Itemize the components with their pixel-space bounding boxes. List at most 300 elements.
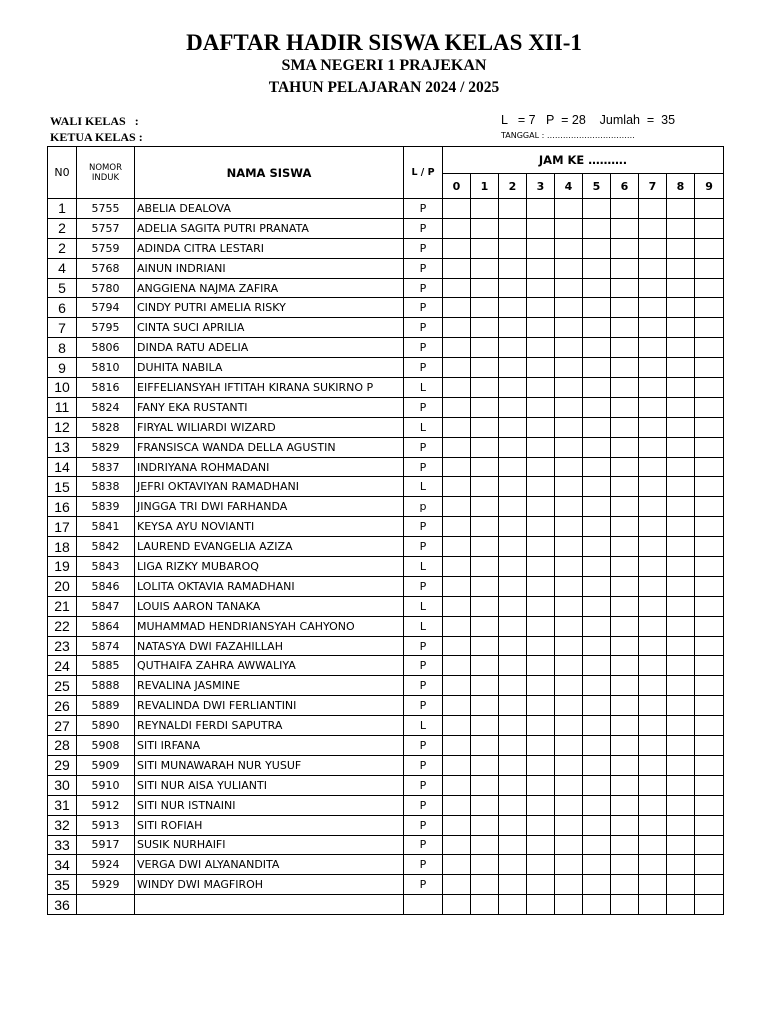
attendance-cell-hour-0[interactable] xyxy=(443,656,471,676)
attendance-cell-hour-5[interactable] xyxy=(583,755,611,775)
attendance-cell-hour-1[interactable] xyxy=(471,378,499,398)
attendance-cell-hour-8[interactable] xyxy=(667,477,695,497)
attendance-cell-hour-7[interactable] xyxy=(639,775,667,795)
attendance-cell-hour-9[interactable] xyxy=(695,477,724,497)
attendance-cell-hour-0[interactable] xyxy=(443,258,471,278)
attendance-cell-hour-7[interactable] xyxy=(639,676,667,696)
attendance-cell-hour-3[interactable] xyxy=(527,716,555,736)
attendance-cell-hour-4[interactable] xyxy=(555,596,583,616)
attendance-cell-hour-8[interactable] xyxy=(667,397,695,417)
attendance-cell-hour-6[interactable] xyxy=(611,795,639,815)
attendance-cell-hour-3[interactable] xyxy=(527,895,555,915)
attendance-cell-hour-2[interactable] xyxy=(499,815,527,835)
attendance-cell-hour-1[interactable] xyxy=(471,775,499,795)
attendance-cell-hour-2[interactable] xyxy=(499,318,527,338)
attendance-cell-hour-3[interactable] xyxy=(527,656,555,676)
attendance-cell-hour-2[interactable] xyxy=(499,696,527,716)
attendance-cell-hour-0[interactable] xyxy=(443,338,471,358)
attendance-cell-hour-8[interactable] xyxy=(667,218,695,238)
attendance-cell-hour-1[interactable] xyxy=(471,616,499,636)
attendance-cell-hour-0[interactable] xyxy=(443,795,471,815)
attendance-cell-hour-2[interactable] xyxy=(499,656,527,676)
attendance-cell-hour-9[interactable] xyxy=(695,875,724,895)
attendance-cell-hour-2[interactable] xyxy=(499,835,527,855)
attendance-cell-hour-5[interactable] xyxy=(583,238,611,258)
attendance-cell-hour-3[interactable] xyxy=(527,278,555,298)
attendance-cell-hour-1[interactable] xyxy=(471,199,499,219)
attendance-cell-hour-9[interactable] xyxy=(695,596,724,616)
attendance-cell-hour-4[interactable] xyxy=(555,457,583,477)
attendance-cell-hour-6[interactable] xyxy=(611,218,639,238)
attendance-cell-hour-9[interactable] xyxy=(695,557,724,577)
attendance-cell-hour-5[interactable] xyxy=(583,497,611,517)
attendance-cell-hour-2[interactable] xyxy=(499,517,527,537)
attendance-cell-hour-3[interactable] xyxy=(527,378,555,398)
attendance-cell-hour-4[interactable] xyxy=(555,855,583,875)
attendance-cell-hour-9[interactable] xyxy=(695,457,724,477)
attendance-cell-hour-1[interactable] xyxy=(471,338,499,358)
attendance-cell-hour-6[interactable] xyxy=(611,417,639,437)
attendance-cell-hour-6[interactable] xyxy=(611,815,639,835)
attendance-cell-hour-1[interactable] xyxy=(471,358,499,378)
attendance-cell-hour-3[interactable] xyxy=(527,238,555,258)
attendance-cell-hour-4[interactable] xyxy=(555,716,583,736)
attendance-cell-hour-4[interactable] xyxy=(555,397,583,417)
attendance-cell-hour-2[interactable] xyxy=(499,775,527,795)
attendance-cell-hour-7[interactable] xyxy=(639,875,667,895)
attendance-cell-hour-8[interactable] xyxy=(667,338,695,358)
attendance-cell-hour-1[interactable] xyxy=(471,557,499,577)
attendance-cell-hour-9[interactable] xyxy=(695,656,724,676)
attendance-cell-hour-4[interactable] xyxy=(555,795,583,815)
attendance-cell-hour-8[interactable] xyxy=(667,875,695,895)
attendance-cell-hour-9[interactable] xyxy=(695,616,724,636)
attendance-cell-hour-8[interactable] xyxy=(667,318,695,338)
attendance-cell-hour-4[interactable] xyxy=(555,815,583,835)
attendance-cell-hour-0[interactable] xyxy=(443,199,471,219)
attendance-cell-hour-6[interactable] xyxy=(611,378,639,398)
attendance-cell-hour-2[interactable] xyxy=(499,477,527,497)
attendance-cell-hour-8[interactable] xyxy=(667,716,695,736)
attendance-cell-hour-6[interactable] xyxy=(611,397,639,417)
attendance-cell-hour-4[interactable] xyxy=(555,437,583,457)
attendance-cell-hour-1[interactable] xyxy=(471,417,499,437)
attendance-cell-hour-8[interactable] xyxy=(667,358,695,378)
attendance-cell-hour-2[interactable] xyxy=(499,258,527,278)
attendance-cell-hour-1[interactable] xyxy=(471,676,499,696)
attendance-cell-hour-3[interactable] xyxy=(527,218,555,238)
attendance-cell-hour-5[interactable] xyxy=(583,676,611,696)
attendance-cell-hour-9[interactable] xyxy=(695,338,724,358)
attendance-cell-hour-5[interactable] xyxy=(583,218,611,238)
attendance-cell-hour-6[interactable] xyxy=(611,437,639,457)
attendance-cell-hour-6[interactable] xyxy=(611,497,639,517)
attendance-cell-hour-5[interactable] xyxy=(583,795,611,815)
attendance-cell-hour-3[interactable] xyxy=(527,755,555,775)
attendance-cell-hour-2[interactable] xyxy=(499,457,527,477)
attendance-cell-hour-3[interactable] xyxy=(527,437,555,457)
attendance-cell-hour-2[interactable] xyxy=(499,397,527,417)
attendance-cell-hour-5[interactable] xyxy=(583,616,611,636)
attendance-cell-hour-1[interactable] xyxy=(471,258,499,278)
attendance-cell-hour-5[interactable] xyxy=(583,716,611,736)
attendance-cell-hour-5[interactable] xyxy=(583,437,611,457)
attendance-cell-hour-0[interactable] xyxy=(443,775,471,795)
attendance-cell-hour-1[interactable] xyxy=(471,636,499,656)
attendance-cell-hour-9[interactable] xyxy=(695,736,724,756)
attendance-cell-hour-9[interactable] xyxy=(695,636,724,656)
attendance-cell-hour-8[interactable] xyxy=(667,656,695,676)
attendance-cell-hour-7[interactable] xyxy=(639,895,667,915)
attendance-cell-hour-6[interactable] xyxy=(611,557,639,577)
attendance-cell-hour-0[interactable] xyxy=(443,537,471,557)
attendance-cell-hour-8[interactable] xyxy=(667,298,695,318)
attendance-cell-hour-4[interactable] xyxy=(555,676,583,696)
attendance-cell-hour-4[interactable] xyxy=(555,755,583,775)
attendance-cell-hour-7[interactable] xyxy=(639,477,667,497)
attendance-cell-hour-5[interactable] xyxy=(583,596,611,616)
attendance-cell-hour-4[interactable] xyxy=(555,557,583,577)
attendance-cell-hour-1[interactable] xyxy=(471,736,499,756)
attendance-cell-hour-1[interactable] xyxy=(471,815,499,835)
attendance-cell-hour-7[interactable] xyxy=(639,795,667,815)
attendance-cell-hour-4[interactable] xyxy=(555,238,583,258)
attendance-cell-hour-6[interactable] xyxy=(611,537,639,557)
attendance-cell-hour-4[interactable] xyxy=(555,736,583,756)
attendance-cell-hour-4[interactable] xyxy=(555,218,583,238)
attendance-cell-hour-8[interactable] xyxy=(667,378,695,398)
attendance-cell-hour-8[interactable] xyxy=(667,775,695,795)
attendance-cell-hour-1[interactable] xyxy=(471,298,499,318)
attendance-cell-hour-4[interactable] xyxy=(555,636,583,656)
attendance-cell-hour-8[interactable] xyxy=(667,815,695,835)
attendance-cell-hour-8[interactable] xyxy=(667,696,695,716)
attendance-cell-hour-4[interactable] xyxy=(555,537,583,557)
attendance-cell-hour-7[interactable] xyxy=(639,636,667,656)
attendance-cell-hour-1[interactable] xyxy=(471,716,499,736)
attendance-cell-hour-8[interactable] xyxy=(667,258,695,278)
attendance-cell-hour-2[interactable] xyxy=(499,537,527,557)
attendance-cell-hour-6[interactable] xyxy=(611,855,639,875)
attendance-cell-hour-6[interactable] xyxy=(611,775,639,795)
attendance-cell-hour-2[interactable] xyxy=(499,736,527,756)
attendance-cell-hour-0[interactable] xyxy=(443,557,471,577)
attendance-cell-hour-9[interactable] xyxy=(695,795,724,815)
attendance-cell-hour-1[interactable] xyxy=(471,656,499,676)
attendance-cell-hour-9[interactable] xyxy=(695,895,724,915)
attendance-cell-hour-2[interactable] xyxy=(499,199,527,219)
attendance-cell-hour-5[interactable] xyxy=(583,736,611,756)
attendance-cell-hour-5[interactable] xyxy=(583,815,611,835)
attendance-cell-hour-4[interactable] xyxy=(555,517,583,537)
attendance-cell-hour-1[interactable] xyxy=(471,278,499,298)
attendance-cell-hour-7[interactable] xyxy=(639,417,667,437)
attendance-cell-hour-8[interactable] xyxy=(667,795,695,815)
attendance-cell-hour-8[interactable] xyxy=(667,576,695,596)
attendance-cell-hour-9[interactable] xyxy=(695,537,724,557)
attendance-cell-hour-1[interactable] xyxy=(471,755,499,775)
attendance-cell-hour-7[interactable] xyxy=(639,238,667,258)
attendance-cell-hour-3[interactable] xyxy=(527,517,555,537)
attendance-cell-hour-5[interactable] xyxy=(583,397,611,417)
attendance-cell-hour-3[interactable] xyxy=(527,358,555,378)
attendance-cell-hour-8[interactable] xyxy=(667,199,695,219)
attendance-cell-hour-6[interactable] xyxy=(611,835,639,855)
attendance-cell-hour-6[interactable] xyxy=(611,298,639,318)
attendance-cell-hour-7[interactable] xyxy=(639,656,667,676)
attendance-cell-hour-6[interactable] xyxy=(611,875,639,895)
attendance-cell-hour-5[interactable] xyxy=(583,875,611,895)
attendance-cell-hour-1[interactable] xyxy=(471,855,499,875)
attendance-cell-hour-7[interactable] xyxy=(639,397,667,417)
attendance-cell-hour-3[interactable] xyxy=(527,835,555,855)
attendance-cell-hour-8[interactable] xyxy=(667,457,695,477)
attendance-cell-hour-3[interactable] xyxy=(527,477,555,497)
attendance-cell-hour-0[interactable] xyxy=(443,298,471,318)
attendance-cell-hour-9[interactable] xyxy=(695,855,724,875)
attendance-cell-hour-9[interactable] xyxy=(695,397,724,417)
attendance-cell-hour-6[interactable] xyxy=(611,736,639,756)
attendance-cell-hour-8[interactable] xyxy=(667,238,695,258)
attendance-cell-hour-5[interactable] xyxy=(583,557,611,577)
attendance-cell-hour-0[interactable] xyxy=(443,815,471,835)
attendance-cell-hour-3[interactable] xyxy=(527,795,555,815)
attendance-cell-hour-4[interactable] xyxy=(555,358,583,378)
attendance-cell-hour-5[interactable] xyxy=(583,199,611,219)
attendance-cell-hour-8[interactable] xyxy=(667,835,695,855)
attendance-cell-hour-0[interactable] xyxy=(443,596,471,616)
attendance-cell-hour-9[interactable] xyxy=(695,298,724,318)
attendance-cell-hour-9[interactable] xyxy=(695,417,724,437)
attendance-cell-hour-3[interactable] xyxy=(527,397,555,417)
attendance-cell-hour-6[interactable] xyxy=(611,576,639,596)
attendance-cell-hour-5[interactable] xyxy=(583,835,611,855)
attendance-cell-hour-0[interactable] xyxy=(443,517,471,537)
attendance-cell-hour-7[interactable] xyxy=(639,835,667,855)
attendance-cell-hour-5[interactable] xyxy=(583,895,611,915)
attendance-cell-hour-5[interactable] xyxy=(583,775,611,795)
attendance-cell-hour-8[interactable] xyxy=(667,278,695,298)
attendance-cell-hour-7[interactable] xyxy=(639,338,667,358)
attendance-cell-hour-2[interactable] xyxy=(499,895,527,915)
attendance-cell-hour-1[interactable] xyxy=(471,457,499,477)
attendance-cell-hour-9[interactable] xyxy=(695,676,724,696)
attendance-cell-hour-4[interactable] xyxy=(555,378,583,398)
attendance-cell-hour-2[interactable] xyxy=(499,557,527,577)
attendance-cell-hour-0[interactable] xyxy=(443,397,471,417)
attendance-cell-hour-3[interactable] xyxy=(527,875,555,895)
attendance-cell-hour-0[interactable] xyxy=(443,755,471,775)
attendance-cell-hour-4[interactable] xyxy=(555,895,583,915)
attendance-cell-hour-9[interactable] xyxy=(695,358,724,378)
attendance-cell-hour-4[interactable] xyxy=(555,338,583,358)
attendance-cell-hour-7[interactable] xyxy=(639,457,667,477)
attendance-cell-hour-9[interactable] xyxy=(695,378,724,398)
attendance-cell-hour-9[interactable] xyxy=(695,238,724,258)
attendance-cell-hour-9[interactable] xyxy=(695,815,724,835)
attendance-cell-hour-3[interactable] xyxy=(527,338,555,358)
attendance-cell-hour-2[interactable] xyxy=(499,218,527,238)
attendance-cell-hour-3[interactable] xyxy=(527,318,555,338)
attendance-cell-hour-1[interactable] xyxy=(471,397,499,417)
attendance-cell-hour-7[interactable] xyxy=(639,616,667,636)
attendance-cell-hour-8[interactable] xyxy=(667,676,695,696)
attendance-cell-hour-4[interactable] xyxy=(555,318,583,338)
attendance-cell-hour-3[interactable] xyxy=(527,497,555,517)
attendance-cell-hour-2[interactable] xyxy=(499,298,527,318)
attendance-cell-hour-0[interactable] xyxy=(443,895,471,915)
attendance-cell-hour-8[interactable] xyxy=(667,497,695,517)
attendance-cell-hour-7[interactable] xyxy=(639,716,667,736)
attendance-cell-hour-7[interactable] xyxy=(639,576,667,596)
attendance-cell-hour-0[interactable] xyxy=(443,835,471,855)
attendance-cell-hour-0[interactable] xyxy=(443,676,471,696)
attendance-cell-hour-1[interactable] xyxy=(471,517,499,537)
attendance-cell-hour-6[interactable] xyxy=(611,517,639,537)
attendance-cell-hour-2[interactable] xyxy=(499,795,527,815)
attendance-cell-hour-0[interactable] xyxy=(443,378,471,398)
attendance-cell-hour-1[interactable] xyxy=(471,696,499,716)
attendance-cell-hour-0[interactable] xyxy=(443,716,471,736)
attendance-cell-hour-2[interactable] xyxy=(499,875,527,895)
attendance-cell-hour-7[interactable] xyxy=(639,596,667,616)
attendance-cell-hour-3[interactable] xyxy=(527,298,555,318)
attendance-cell-hour-5[interactable] xyxy=(583,636,611,656)
attendance-cell-hour-5[interactable] xyxy=(583,298,611,318)
attendance-cell-hour-4[interactable] xyxy=(555,278,583,298)
attendance-cell-hour-4[interactable] xyxy=(555,875,583,895)
attendance-cell-hour-1[interactable] xyxy=(471,437,499,457)
attendance-cell-hour-3[interactable] xyxy=(527,616,555,636)
attendance-cell-hour-6[interactable] xyxy=(611,616,639,636)
attendance-cell-hour-7[interactable] xyxy=(639,855,667,875)
attendance-cell-hour-0[interactable] xyxy=(443,457,471,477)
attendance-cell-hour-6[interactable] xyxy=(611,696,639,716)
attendance-cell-hour-6[interactable] xyxy=(611,755,639,775)
attendance-cell-hour-2[interactable] xyxy=(499,417,527,437)
attendance-cell-hour-1[interactable] xyxy=(471,795,499,815)
attendance-cell-hour-9[interactable] xyxy=(695,199,724,219)
attendance-cell-hour-2[interactable] xyxy=(499,338,527,358)
attendance-cell-hour-8[interactable] xyxy=(667,895,695,915)
attendance-cell-hour-3[interactable] xyxy=(527,815,555,835)
attendance-cell-hour-5[interactable] xyxy=(583,855,611,875)
attendance-cell-hour-0[interactable] xyxy=(443,616,471,636)
attendance-cell-hour-3[interactable] xyxy=(527,736,555,756)
attendance-cell-hour-3[interactable] xyxy=(527,576,555,596)
attendance-cell-hour-0[interactable] xyxy=(443,576,471,596)
attendance-cell-hour-7[interactable] xyxy=(639,218,667,238)
attendance-cell-hour-2[interactable] xyxy=(499,576,527,596)
attendance-cell-hour-8[interactable] xyxy=(667,417,695,437)
attendance-cell-hour-1[interactable] xyxy=(471,596,499,616)
attendance-cell-hour-6[interactable] xyxy=(611,477,639,497)
attendance-cell-hour-7[interactable] xyxy=(639,358,667,378)
attendance-cell-hour-2[interactable] xyxy=(499,358,527,378)
attendance-cell-hour-9[interactable] xyxy=(695,437,724,457)
attendance-cell-hour-7[interactable] xyxy=(639,557,667,577)
attendance-cell-hour-2[interactable] xyxy=(499,437,527,457)
attendance-cell-hour-5[interactable] xyxy=(583,537,611,557)
attendance-cell-hour-8[interactable] xyxy=(667,736,695,756)
attendance-cell-hour-2[interactable] xyxy=(499,636,527,656)
attendance-cell-hour-0[interactable] xyxy=(443,417,471,437)
attendance-cell-hour-5[interactable] xyxy=(583,656,611,676)
attendance-cell-hour-9[interactable] xyxy=(695,696,724,716)
attendance-cell-hour-5[interactable] xyxy=(583,517,611,537)
attendance-cell-hour-0[interactable] xyxy=(443,218,471,238)
attendance-cell-hour-4[interactable] xyxy=(555,616,583,636)
attendance-cell-hour-9[interactable] xyxy=(695,497,724,517)
attendance-cell-hour-8[interactable] xyxy=(667,616,695,636)
attendance-cell-hour-5[interactable] xyxy=(583,457,611,477)
attendance-cell-hour-9[interactable] xyxy=(695,775,724,795)
attendance-cell-hour-1[interactable] xyxy=(471,537,499,557)
attendance-cell-hour-7[interactable] xyxy=(639,815,667,835)
attendance-cell-hour-9[interactable] xyxy=(695,835,724,855)
attendance-cell-hour-7[interactable] xyxy=(639,696,667,716)
attendance-cell-hour-7[interactable] xyxy=(639,537,667,557)
attendance-cell-hour-8[interactable] xyxy=(667,517,695,537)
attendance-cell-hour-7[interactable] xyxy=(639,318,667,338)
attendance-cell-hour-7[interactable] xyxy=(639,736,667,756)
attendance-cell-hour-5[interactable] xyxy=(583,477,611,497)
attendance-cell-hour-8[interactable] xyxy=(667,636,695,656)
attendance-cell-hour-9[interactable] xyxy=(695,576,724,596)
attendance-cell-hour-2[interactable] xyxy=(499,716,527,736)
attendance-cell-hour-5[interactable] xyxy=(583,338,611,358)
attendance-cell-hour-7[interactable] xyxy=(639,437,667,457)
attendance-cell-hour-1[interactable] xyxy=(471,576,499,596)
attendance-cell-hour-7[interactable] xyxy=(639,298,667,318)
attendance-cell-hour-2[interactable] xyxy=(499,596,527,616)
attendance-cell-hour-3[interactable] xyxy=(527,596,555,616)
attendance-cell-hour-0[interactable] xyxy=(443,477,471,497)
attendance-cell-hour-9[interactable] xyxy=(695,755,724,775)
attendance-cell-hour-0[interactable] xyxy=(443,238,471,258)
attendance-cell-hour-3[interactable] xyxy=(527,258,555,278)
attendance-cell-hour-2[interactable] xyxy=(499,378,527,398)
attendance-cell-hour-6[interactable] xyxy=(611,278,639,298)
attendance-cell-hour-6[interactable] xyxy=(611,338,639,358)
attendance-cell-hour-9[interactable] xyxy=(695,278,724,298)
attendance-cell-hour-3[interactable] xyxy=(527,199,555,219)
attendance-cell-hour-6[interactable] xyxy=(611,238,639,258)
attendance-cell-hour-3[interactable] xyxy=(527,557,555,577)
attendance-cell-hour-2[interactable] xyxy=(499,497,527,517)
attendance-cell-hour-5[interactable] xyxy=(583,696,611,716)
attendance-cell-hour-5[interactable] xyxy=(583,378,611,398)
attendance-cell-hour-0[interactable] xyxy=(443,358,471,378)
attendance-cell-hour-3[interactable] xyxy=(527,855,555,875)
attendance-cell-hour-8[interactable] xyxy=(667,855,695,875)
attendance-cell-hour-4[interactable] xyxy=(555,199,583,219)
attendance-cell-hour-4[interactable] xyxy=(555,497,583,517)
attendance-cell-hour-6[interactable] xyxy=(611,457,639,477)
attendance-cell-hour-6[interactable] xyxy=(611,358,639,378)
attendance-cell-hour-2[interactable] xyxy=(499,855,527,875)
attendance-cell-hour-3[interactable] xyxy=(527,676,555,696)
attendance-cell-hour-0[interactable] xyxy=(443,278,471,298)
attendance-cell-hour-4[interactable] xyxy=(555,477,583,497)
attendance-cell-hour-6[interactable] xyxy=(611,676,639,696)
attendance-cell-hour-4[interactable] xyxy=(555,775,583,795)
attendance-cell-hour-4[interactable] xyxy=(555,835,583,855)
attendance-cell-hour-1[interactable] xyxy=(471,238,499,258)
attendance-cell-hour-4[interactable] xyxy=(555,696,583,716)
attendance-cell-hour-2[interactable] xyxy=(499,278,527,298)
attendance-cell-hour-3[interactable] xyxy=(527,696,555,716)
